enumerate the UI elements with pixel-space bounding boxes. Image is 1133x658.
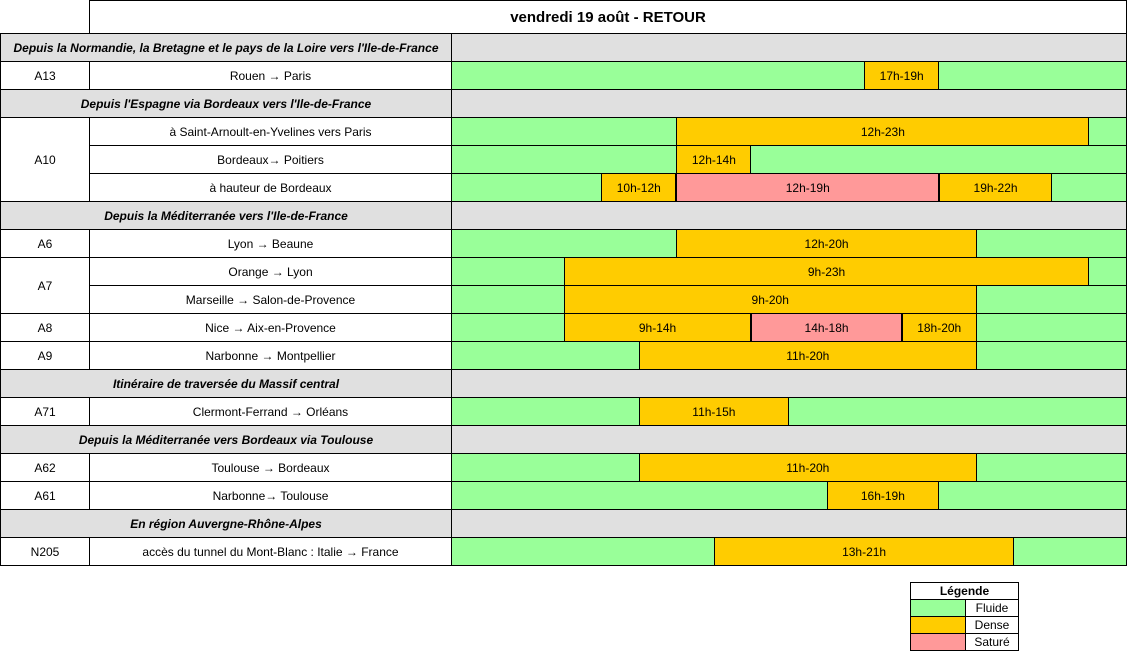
route-label: Toulouse → Bordeaux — [89, 453, 452, 482]
legend-title: Légende — [910, 582, 1019, 600]
traffic-segment-dense: 13h-21h — [714, 538, 1014, 565]
route-label: Rouen → Paris — [89, 61, 452, 90]
road-code: A71 — [0, 397, 90, 426]
route-label: à Saint-Arnoult-en-Yvelines vers Paris — [89, 117, 452, 146]
timeline-row — [451, 481, 1127, 510]
route-label: accès du tunnel du Mont-Blanc : Italie → France — [89, 537, 452, 566]
traffic-segment-dense: 10h-12h — [601, 174, 676, 201]
traffic-segment-sature: 12h-19h — [676, 174, 939, 201]
page-title: vendredi 19 août - RETOUR — [89, 0, 1127, 34]
legend-swatch-fluide — [910, 599, 966, 617]
route-label: Lyon → Beaune — [89, 229, 452, 258]
route-label: Clermont-Ferrand → Orléans — [89, 397, 452, 426]
route-label: Bordeaux→ Poitiers — [89, 145, 452, 174]
timeline-row — [451, 397, 1127, 426]
timeline-row — [451, 173, 1127, 202]
traffic-segment-dense: 12h-20h — [676, 230, 976, 257]
section-header-timeline — [451, 201, 1127, 230]
section-header-timeline — [451, 509, 1127, 538]
section-header-timeline — [451, 33, 1127, 62]
route-label: Narbonne→ Toulouse — [89, 481, 452, 510]
timeline-row — [451, 145, 1127, 174]
traffic-segment-dense: 9h-23h — [564, 258, 1090, 285]
road-code: A6 — [0, 229, 90, 258]
timeline-row — [451, 341, 1127, 370]
traffic-segment-dense: 19h-22h — [939, 174, 1052, 201]
road-code: A13 — [0, 61, 90, 90]
traffic-segment-dense: 11h-20h — [639, 342, 977, 369]
legend-swatch-sature — [910, 633, 966, 651]
section-header: Depuis l'Espagne via Bordeaux vers l'Ile-de-France — [0, 89, 452, 118]
timeline-row — [451, 257, 1127, 286]
section-header: Depuis la Méditerranée vers Bordeaux via Toulouse — [0, 425, 452, 454]
section-header: En région Auvergne-Rhône-Alpes — [0, 509, 452, 538]
traffic-segment-dense: 11h-15h — [639, 398, 789, 425]
traffic-segment-dense: 12h-14h — [676, 146, 751, 173]
traffic-segment-dense: 9h-14h — [564, 314, 752, 341]
route-label: Orange → Lyon — [89, 257, 452, 286]
section-header: Itinéraire de traversée du Massif central — [0, 369, 452, 398]
section-header-timeline — [451, 369, 1127, 398]
route-label: à hauteur de Bordeaux — [89, 173, 452, 202]
timeline-row — [451, 61, 1127, 90]
traffic-segment-dense: 12h-23h — [676, 118, 1089, 145]
traffic-segment-dense: 16h-19h — [827, 482, 940, 509]
road-code: A61 — [0, 481, 90, 510]
traffic-segment-sature: 14h-18h — [751, 314, 901, 341]
traffic-segment-dense: 9h-20h — [564, 286, 977, 313]
road-code: A9 — [0, 341, 90, 370]
route-label: Marseille → Salon-de-Provence — [89, 285, 452, 314]
route-label: Narbonne → Montpellier — [89, 341, 452, 370]
timeline-row — [451, 453, 1127, 482]
road-code: A7 — [0, 257, 90, 314]
section-header-timeline — [451, 425, 1127, 454]
timeline-row — [451, 117, 1127, 146]
section-header: Depuis la Normandie, la Bretagne et le pays de la Loire vers l'Ile-de-France — [0, 33, 452, 62]
legend-swatch-dense — [910, 616, 966, 634]
traffic-segment-dense: 11h-20h — [639, 454, 977, 481]
section-header-timeline — [451, 89, 1127, 118]
route-label: Nice → Aix-en-Provence — [89, 313, 452, 342]
legend-label-sature: Saturé — [965, 633, 1019, 651]
timeline-row — [451, 537, 1127, 566]
traffic-segment-dense: 18h-20h — [902, 314, 977, 341]
timeline-row — [451, 229, 1127, 258]
road-code: N205 — [0, 537, 90, 566]
road-code: A10 — [0, 117, 90, 202]
section-header: Depuis la Méditerranée vers l'Ile-de-France — [0, 201, 452, 230]
legend-label-fluide: Fluide — [965, 599, 1019, 617]
road-code: A62 — [0, 453, 90, 482]
road-code: A8 — [0, 313, 90, 342]
traffic-segment-dense: 17h-19h — [864, 62, 939, 89]
legend-label-dense: Dense — [965, 616, 1019, 634]
timeline-row — [451, 285, 1127, 314]
timeline-row — [451, 313, 1127, 342]
